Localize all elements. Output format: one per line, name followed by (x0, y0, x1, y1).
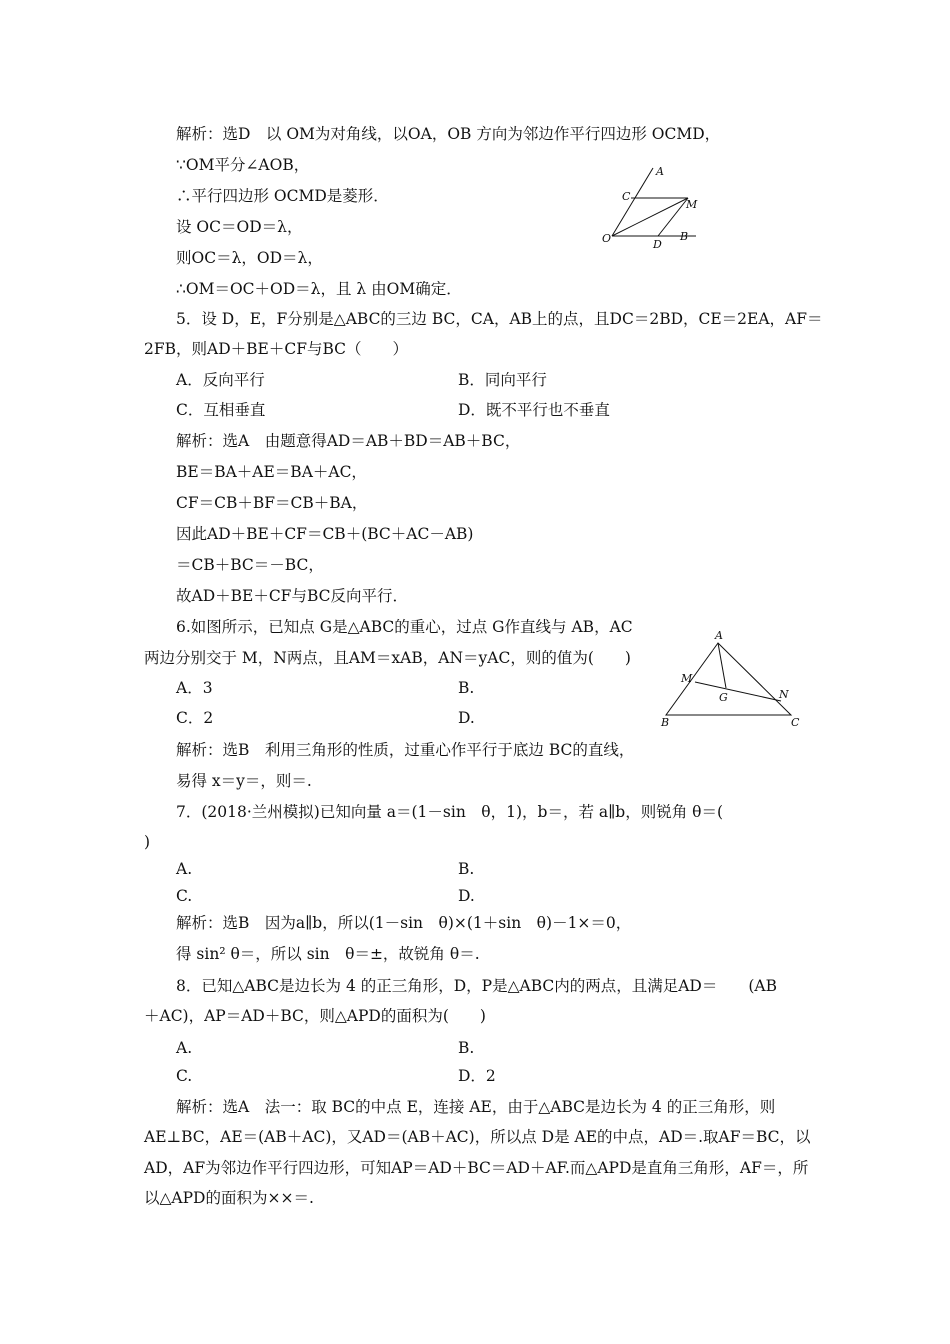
q7-option-d: D. (458, 887, 475, 905)
q5-option-d: D．既不平行也不垂直 (458, 401, 610, 419)
q8-solution-line-4: 以△APD的面积为××＝. (144, 1189, 314, 1207)
q4-solution-line-6: ∴OM＝OC＋OD＝λ，且 λ 由OM确定． (176, 280, 462, 298)
label-n: N (779, 688, 789, 701)
centroid-figure (656, 626, 806, 731)
q6-stem-line-2: 两边分别交于 M，N两点，且AM＝xAB，AN＝yAC，则的值为( ) (144, 649, 631, 667)
q8-solution-line-1: 解析：选A 法一：取 BC的中点 E，连接 AE，由于△ABC是边长为 4 的正三角形，则 (176, 1098, 776, 1116)
label-m: M (681, 672, 693, 685)
q5-solution-line-3: CF＝CB＋BF＝CB＋BA， (176, 494, 368, 512)
q5-solution-line-1: 解析：选A 由题意得AD＝AB＋BD＝AB＋BC， (176, 432, 521, 450)
q8-option-b: B. (458, 1039, 475, 1057)
q4-solution-line-2: ∵OM平分∠AOB， (176, 156, 310, 174)
q5-solution-line-6: 故AD＋BE＋CF与BC反向平行． (176, 587, 408, 605)
q8-option-d: D．2 (458, 1067, 496, 1085)
q8-solution-line-3: AD，AF为邻边作平行四边形，可知AP＝AD＋BC＝AD＋AF.而△APD是直角三角形，AF＝，所 (144, 1159, 809, 1177)
q6-stem-line-1: 6.如图所示，已知点 G是△ABC的重心，过点 G作直线与 AB，AC (176, 618, 633, 636)
q8-option-c: C. (176, 1067, 193, 1085)
label-m: M (686, 198, 698, 211)
q5-option-c: C．互相垂直 (176, 401, 266, 419)
label-c: C (791, 716, 800, 729)
q5-option-a: A．反向平行 (176, 371, 265, 389)
q7-stem-line-1: 7．(2018·兰州模拟)已知向量 a＝(1－sin θ，1)，b＝，若 a∥b，则锐角 θ＝( (176, 803, 724, 821)
q5-stem-line-2: 2FB，则AD＋BE＋CF与BC（ ） (144, 340, 408, 358)
label-g: G (719, 691, 728, 704)
q7-stem-line-2: ) (144, 833, 151, 851)
label-b: B (680, 230, 689, 243)
q6-option-c: C．2 (176, 709, 214, 727)
q6-option-b: B. (458, 679, 475, 697)
q6-solution-line-1: 解析：选B 利用三角形的性质，过重心作平行于底边 BC的直线， (176, 741, 635, 759)
q8-stem-line-1: 8．已知△ABC是边长为 4 的正三角形，D，P是△ABC内的两点，且满足AD＝ (AB (176, 977, 777, 995)
q5-stem-line-1: 5．设 D，E，F分别是△ABC的三边 BC，CA，AB上的点，且DC＝2BD，CE＝2EA，AF＝ (176, 310, 823, 328)
q7-option-b: B. (458, 860, 475, 878)
label-d: D (653, 238, 662, 251)
label-o: O (602, 232, 612, 245)
q8-solution-line-2: AE⊥BC，AE＝(AB＋AC)，又AD＝(AB＋AC)，所以点 D是 AE的中点，AD＝.取AF＝BC，以 (144, 1128, 811, 1146)
q4-solution-line-4: 设 OC＝OD＝λ， (176, 218, 303, 236)
q7-solution-line-1: 解析：选B 因为a∥b，所以(1－sin θ)×(1＋sin θ)－1×＝0， (176, 914, 632, 932)
label-a: A (715, 629, 723, 642)
q4-solution-line-1: 解析：选D 以 OM为对角线，以OA，OB 方向为邻边作平行四边形 OCMD， (176, 125, 721, 143)
label-b: B (661, 716, 670, 729)
q4-solution-line-5: 则OC＝λ，OD＝λ， (176, 249, 323, 267)
q6-option-a: A．3 (176, 679, 213, 697)
q7-solution-line-2: 得 sin² θ＝，所以 sin θ＝±，故锐角 θ＝. (176, 945, 480, 963)
q5-option-b: B．同向平行 (458, 371, 547, 389)
q5-solution-line-2: BE＝BA＋AE＝BA＋AC， (176, 463, 367, 481)
label-c: C (622, 190, 631, 203)
q7-option-c: C. (176, 887, 193, 905)
q6-option-d: D. (458, 709, 475, 727)
q8-stem-line-2: ＋AC)，AP＝AD＋BC，则△APD的面积为( ) (144, 1007, 486, 1025)
rhombus-figure (598, 160, 718, 255)
q5-solution-line-4: 因此AD＋BE＋CF＝CB＋(BC＋AC－AB) (176, 525, 474, 543)
q5-solution-line-5: ＝CB＋BC＝－BC， (176, 556, 324, 574)
q6-solution-line-2: 易得 x＝y＝，则＝. (176, 772, 312, 790)
q7-option-a: A. (176, 860, 193, 878)
q8-option-a: A. (176, 1039, 193, 1057)
line-mn (695, 682, 781, 701)
label-a: A (656, 165, 664, 178)
q4-solution-line-3: ∴平行四边形 OCMD是菱形． (176, 187, 389, 205)
